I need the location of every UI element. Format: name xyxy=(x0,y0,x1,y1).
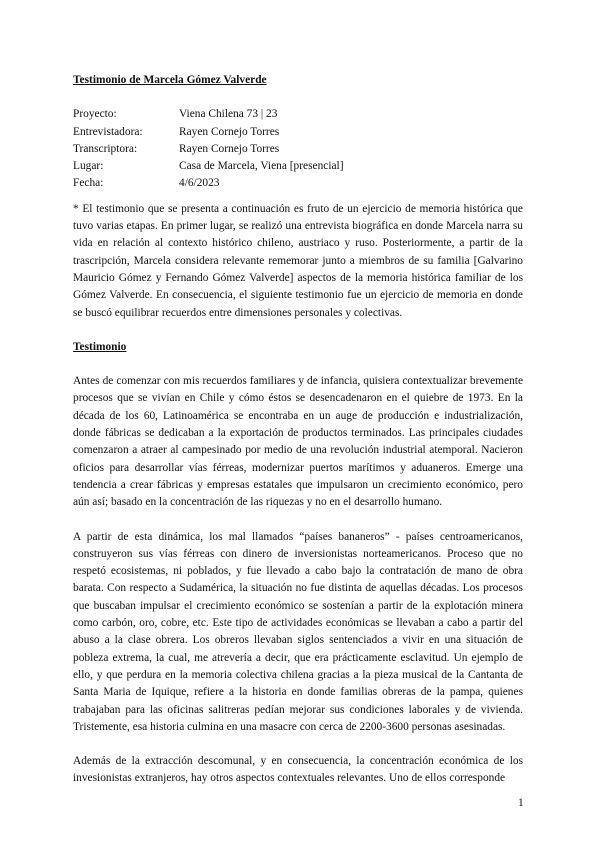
metadata-row-interviewer xyxy=(73,124,523,141)
body-paragraph: A partir de esta dinámica, los mal llamados “países bananeros” - países centroamericanos, construyeron sus vías férreas con dinero de inversionistas norteamericanos. Proceso que no respetó ecosistemas, ni poblados, y fue llevado a cabo bajo la contratación de mano de obra barata. Con respecto a Sudamérica, la situación no fue distinta de aquellas décadas. Los procesos que buscaban impulsar el crecimiento económico se sostenían a partir de la explotación minera como carbón, oro, cobre, etc. Este tipo de actividades económicas se llevaban a cabo a partir del abuso a la clase obrera. Los obreros llevaban siglos sentenciados a vivir en una situación de pobleza extrema, la cual, me atrevería a decir, que era prácticamente esclavitud. Un ejemplo de ello, y que perdura en la memoria colectiva chilena gracias a la pieza musical de la Cantanta de Santa Maria de Iquique, refiere a la historia en donde familias obreras de la pampa, quienes trabajaban para las oficinas salitreras pedían mejorar sus condiciones laborales y de vivienda. Tristemente, esa historia culmina en una masacre con cerca de 2200-3600 personas asesinadas. xyxy=(73,530,523,733)
page-number: 1 xyxy=(518,797,524,809)
metadata-value: Casa de Marcela, Viena [presencial] xyxy=(179,160,344,173)
metadata-value: Viena Chilena 73 | 23 xyxy=(179,108,278,121)
metadata-row-place xyxy=(73,158,523,175)
metadata-value: 4/6/2023 xyxy=(179,177,220,190)
metadata-row-project xyxy=(73,106,523,123)
metadata-label: Entrevistadora: xyxy=(73,125,143,138)
body-paragraph: Además de la extracción descomunal, y en consecuencia, la concentración económica de los invesionistas extranjeros, hay otros aspectos contextuales relevantes. Uno de ellos corresponde xyxy=(73,755,523,785)
document-title: Testimonio de Marcela Gómez Valverde xyxy=(73,74,267,86)
metadata-value: Rayen Cornejo Torres xyxy=(179,142,280,155)
metadata-label: Transcriptora: xyxy=(73,142,138,155)
metadata-row-date xyxy=(73,175,523,192)
metadata-block xyxy=(73,106,523,192)
section-heading: Testimonio xyxy=(73,340,127,353)
metadata-value: Rayen Cornejo Torres xyxy=(179,125,280,138)
metadata-row-transcriber xyxy=(73,141,523,158)
metadata-label: Proyecto: xyxy=(73,108,117,121)
metadata-label: Fecha: xyxy=(73,177,104,190)
introductory-note: * El testimonio que se presenta a continuación es fruto de un ejercicio de memoria histórica que tuvo varias etapas. En primer lugar, se realizó una entrevista biográfica en donde Marcela narra su vida en relación al contexto histórico chileno, austriaco y ruso. Posteriormente, a partir de la trascripción, Marcela considera relevante rememorar junto a miembros de su familia [Galvarino Mauricio Gómez y Fernando Gómez Valverde] aspectos de la memoria histórica familiar de los Gómez Valverde. En consecuencia, el siguiente testimonio fue un ejercicio de memoria en donde se buscó equilibrar recuerdos entre dimensiones personales y colectivas. xyxy=(73,202,523,319)
page-content xyxy=(73,72,523,799)
body-paragraph: Antes de comenzar con mis recuerdos familiares y de infancia, quisiera contextualizar brevemente procesos que se vivían en Chile y cómo éstos se desencadenaron en el quiebre de 1973. En la década de los 60, Latinoamérica se encontraba en un auge de producción e industrialización, donde fábricas se dedicaban a la exportación de productos terminados. Las principales ciudades comenzaron a atraer al campesinado por medio de una revolución industrial atemporal. Nacieron oficios para desarrollar vías férreas, modernizar puertos marítimos y aduaneros. Emerge una tendencia a crear fábricas y empresas estatales que impulsaron un crecimiento económico, pero aún así; basado en la concentración de las riquezas y no en el desarrollo humano. xyxy=(73,375,523,509)
metadata-label: Lugar: xyxy=(73,160,104,173)
